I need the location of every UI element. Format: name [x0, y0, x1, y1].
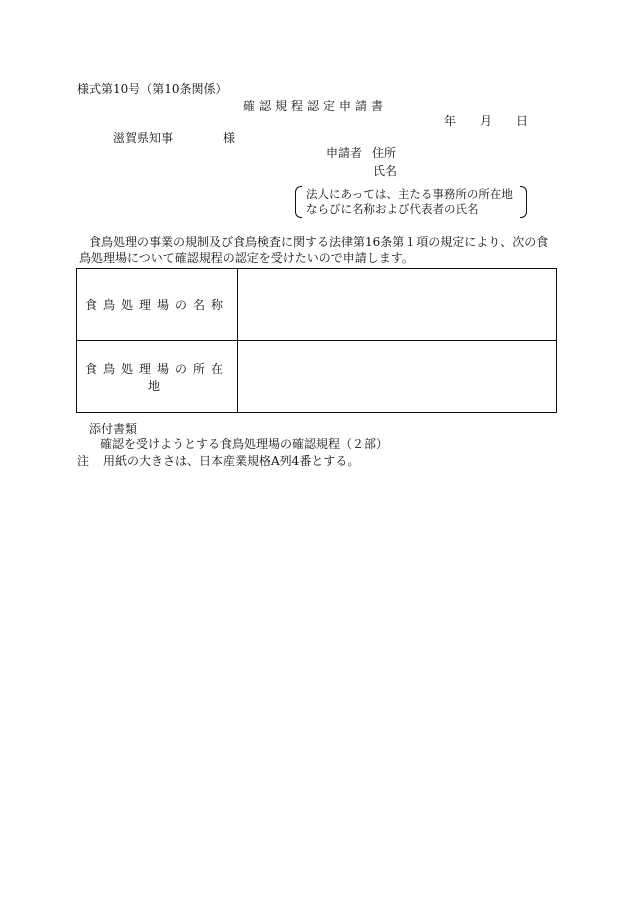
paper-size-note [77, 454, 359, 468]
date-day: 日 [516, 114, 529, 128]
facility-name-field[interactable] [238, 269, 557, 341]
body-line2: 鳥処理場について確認規程の認定を受けたいので申請します。 [79, 251, 414, 265]
corporation-note [295, 186, 527, 218]
facility-table [76, 268, 557, 413]
facility-name-label: 食鳥処理場の名称 [77, 269, 238, 341]
applicant-label: 申請者 [326, 146, 363, 160]
corporation-note-line2: ならびに名称および代表者の氏名 [306, 202, 479, 216]
note-text: 用紙の大きさは、日本産業規格A列4番とする。 [103, 454, 360, 468]
facility-location-label: 食鳥処理場の所在地 [77, 341, 238, 413]
attachment-item: 確認を受けようとする食鳥処理場の確認規程（２部） [100, 437, 389, 451]
addressee-honorific: 様 [223, 131, 236, 145]
right-bracket [520, 186, 527, 218]
addressee-name: 滋賀県知事 [113, 131, 174, 145]
address-label: 住所 [372, 146, 397, 160]
date-line [444, 114, 528, 128]
addressee [113, 131, 235, 145]
attachments-heading: 添付書類 [89, 422, 138, 436]
application-body [77, 234, 557, 266]
left-bracket [295, 186, 302, 218]
applicant-address-line [326, 146, 396, 160]
date-month: 月 [480, 114, 493, 128]
note-label: 注 [77, 454, 90, 468]
body-line1: 食鳥処理の事業の規制及び食鳥検査に関する法律第16条第１項の規定により、次の食 [89, 235, 549, 249]
form-number: 様式第10号（第10条関係） [77, 82, 228, 96]
date-year: 年 [444, 114, 457, 128]
facility-location-field[interactable] [238, 341, 557, 413]
corporation-note-line1: 法人にあっては、主たる事務所の所在地 [306, 187, 513, 201]
table-row [77, 269, 557, 341]
table-row [77, 341, 557, 413]
applicant-name-label: 氏名 [373, 164, 398, 178]
document-title: 確認規程認定申請書 [242, 99, 387, 113]
